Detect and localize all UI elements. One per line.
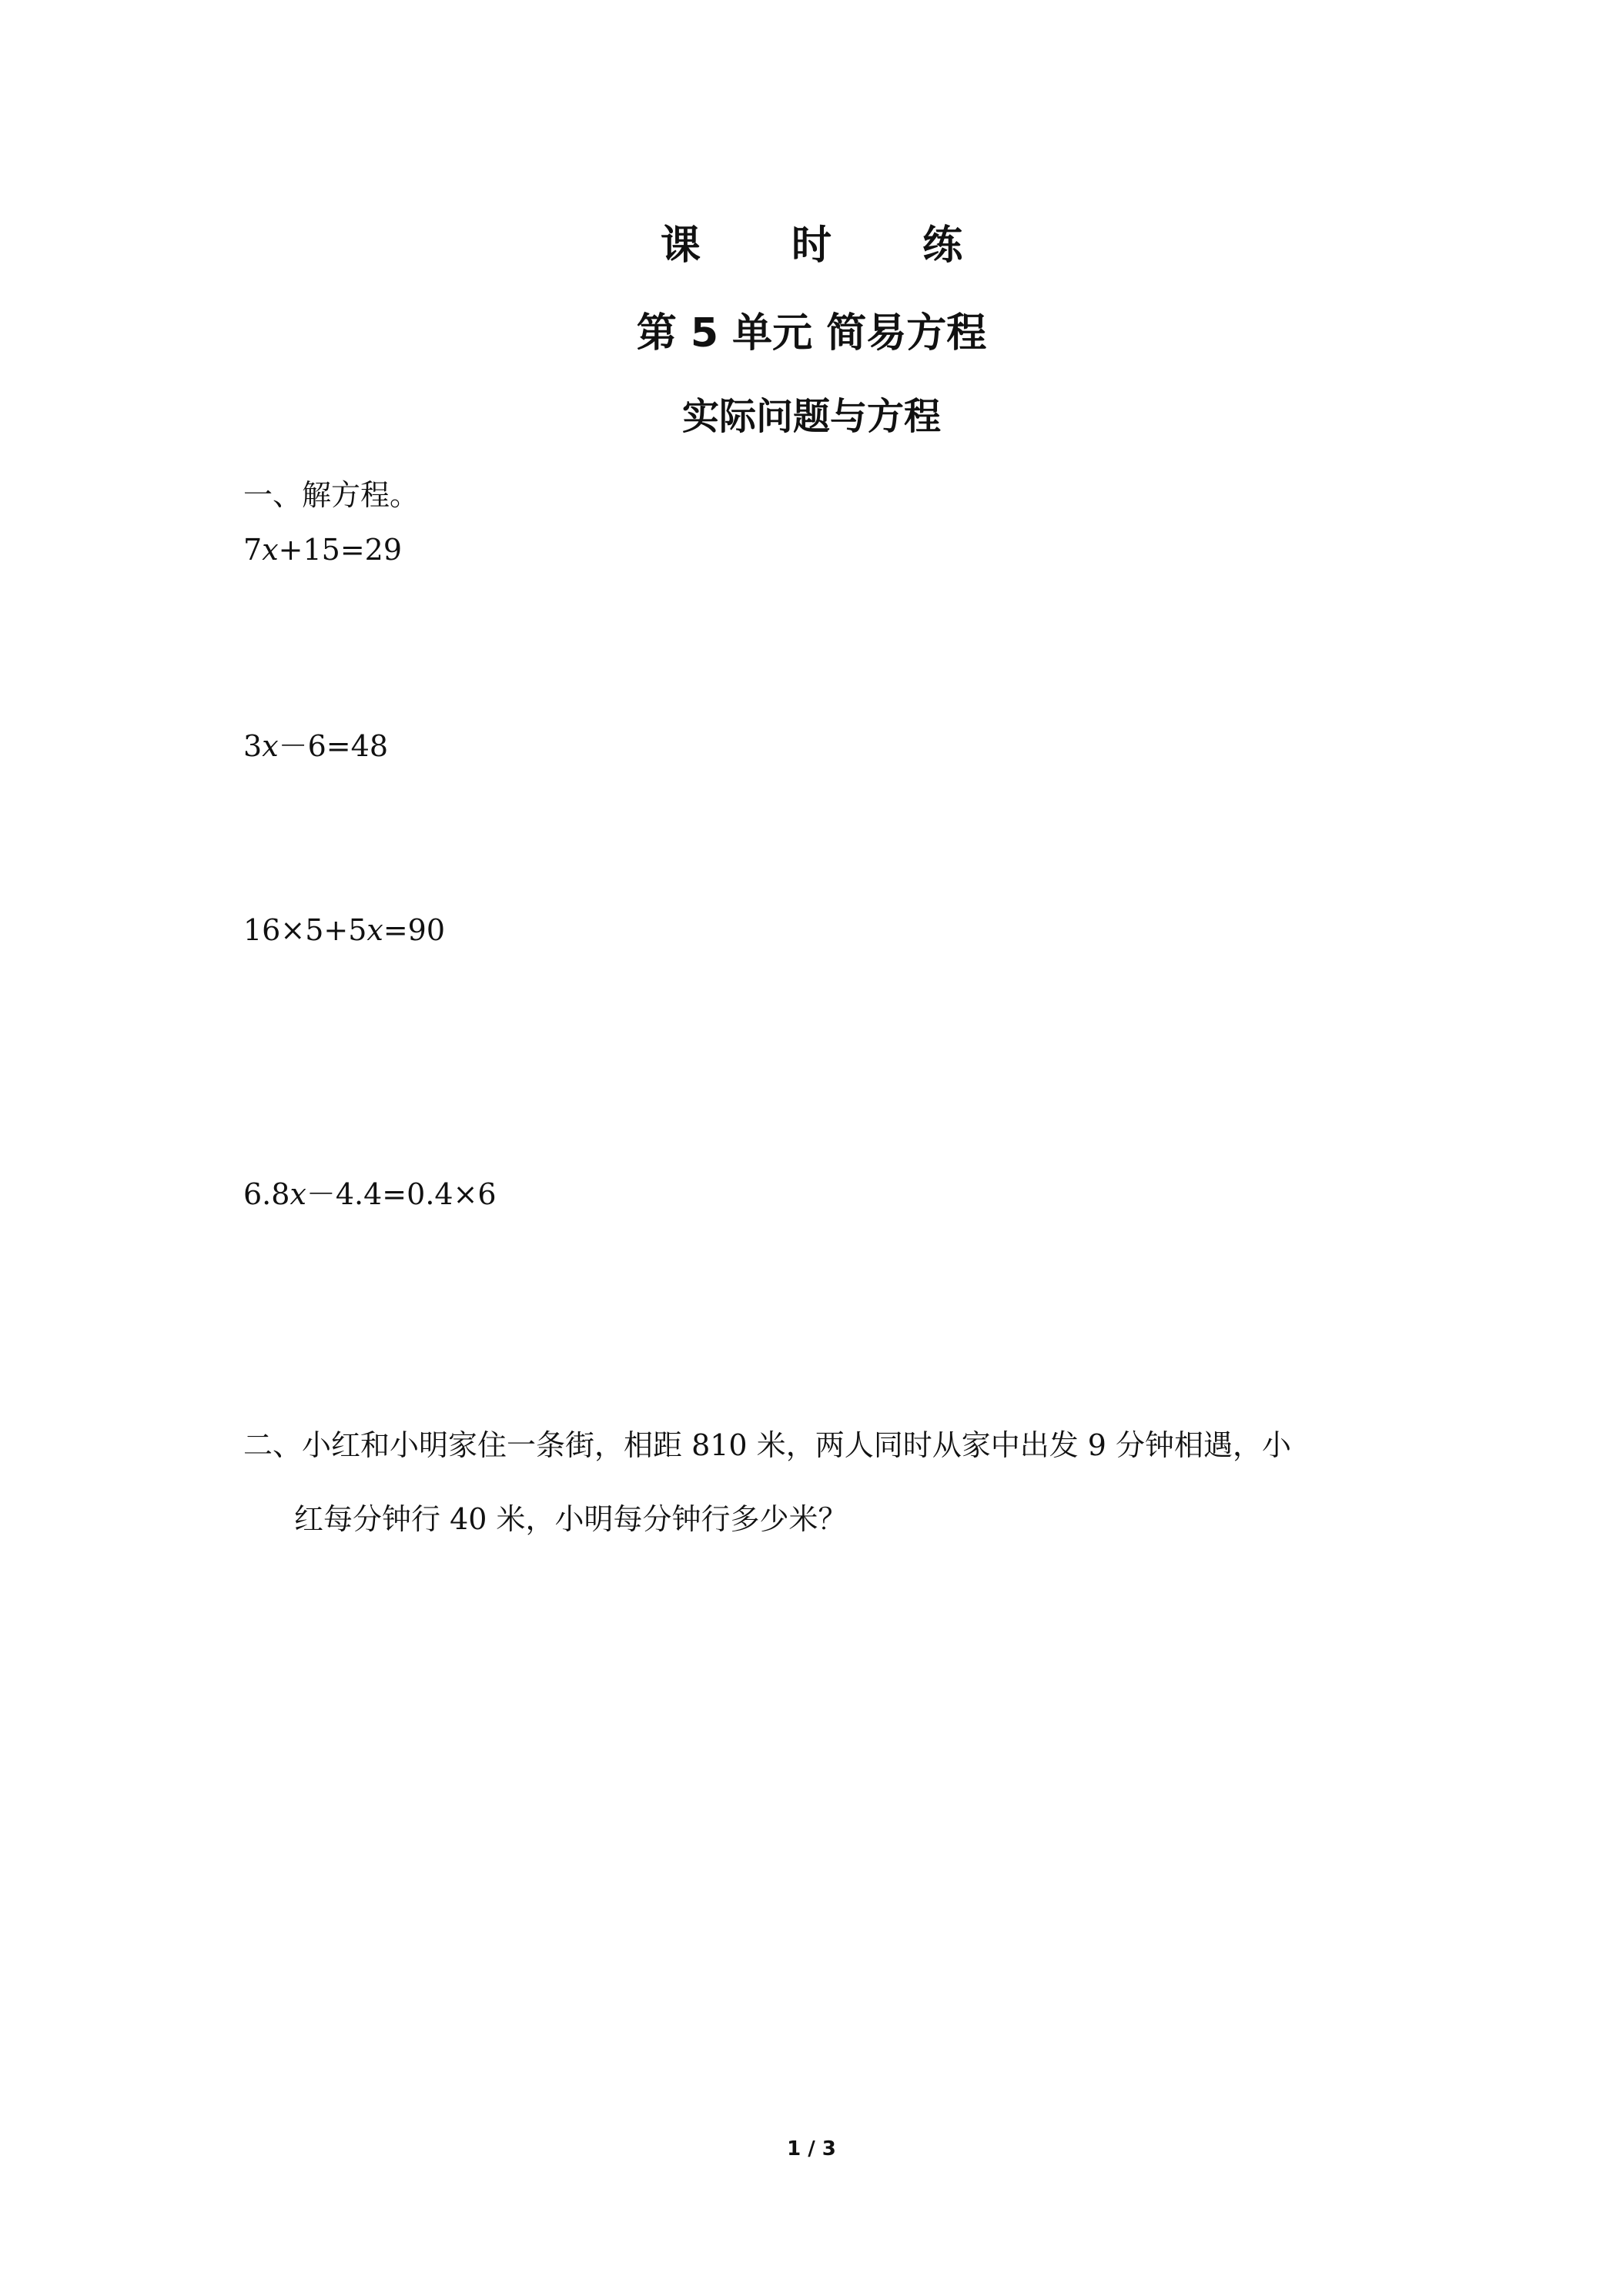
equation-1-coefficient: 7: [243, 533, 263, 567]
unit-title: 第 5 单元 简易方程: [636, 310, 987, 356]
page-number: 1 / 3: [787, 2137, 836, 2160]
equation-1-variable: x: [262, 533, 279, 567]
equation-4: [243, 1170, 497, 1213]
worksheet-title: 课 时 练: [660, 223, 1002, 269]
equation-2: [243, 722, 388, 765]
section1-heading: 一、解方程。: [243, 478, 420, 512]
equation-3-variable: x: [366, 913, 383, 947]
lesson-title: 实际问题与方程: [681, 395, 941, 438]
equation-1: [243, 533, 402, 567]
word-problem-line-2: 红每分钟行 40 米，小明每分钟行多少米？: [294, 1502, 848, 1536]
equation-3-coefficient: 16×5+5: [243, 913, 367, 947]
equation-4-rest: －4.4=0.4×6: [306, 1177, 497, 1211]
equation-2-coefficient: 3: [243, 729, 263, 763]
equation-3-rest: =90: [383, 913, 446, 947]
word-problem-line-1: 二、小红和小明家住一条街，相距 810 米，两人同时从家中出发 9 分钟相遇，小: [243, 1428, 1292, 1462]
equation-4-coefficient: 6.8: [243, 1177, 290, 1211]
equation-3: [243, 913, 445, 947]
equation-1-rest: +15=29: [278, 533, 403, 567]
equation-2-variable: x: [262, 729, 279, 763]
equation-4-variable: x: [289, 1177, 306, 1211]
equation-2-rest: －6=48: [278, 729, 388, 763]
